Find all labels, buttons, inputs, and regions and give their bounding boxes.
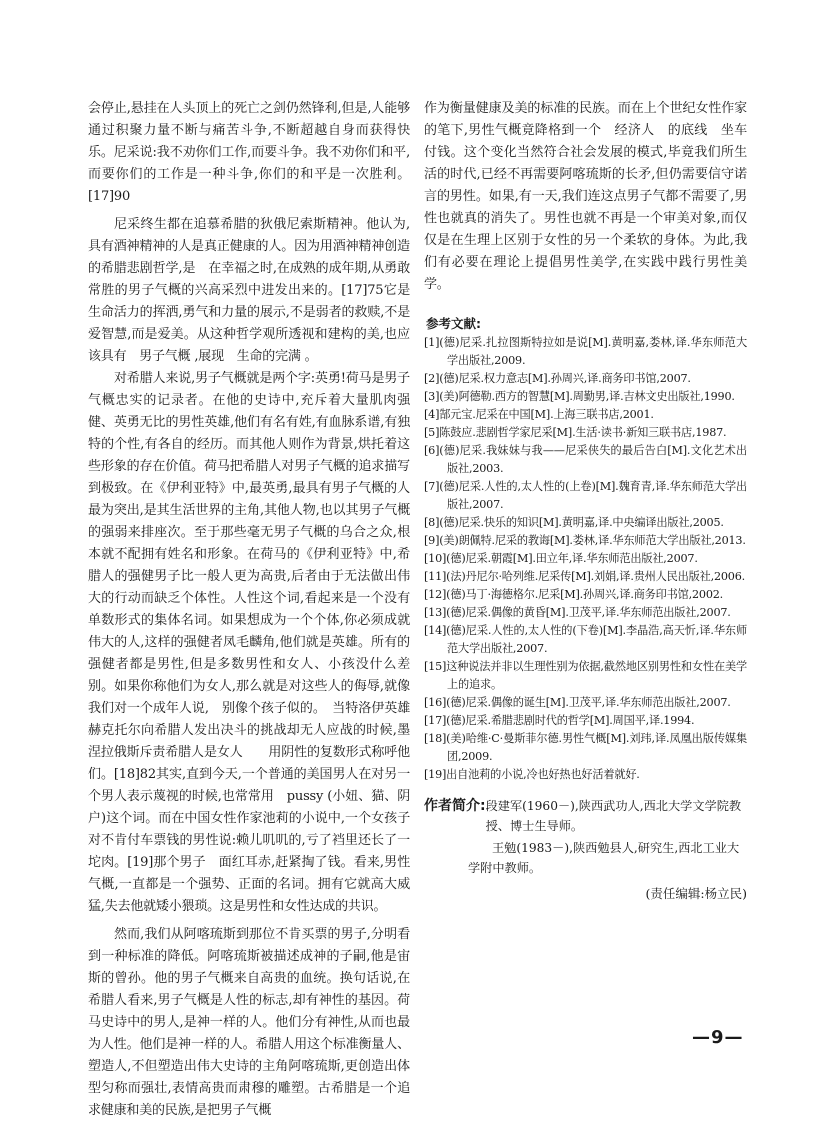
body-paragraph: 会停止,悬挂在人头顶上的死亡之剑仍然锋利,但是,人能够通过积聚力量不断与痛苦斗争,不断超越自身而获得快乐。尼采说:我不劝你们工作,而要斗争。我不劝你们和平,而要你们的工作是一种斗争,你们的和平是一次胜利。[17]90	[88, 101, 410, 204]
body-paragraph: 作为衡量健康及美的标准的民族。而在上个世纪女性作家的笔下,男性气概竟降格到一个 经济人 的底线 坐车付钱。这个变化当然符合社会发展的模式,毕竟我们所生活的时代,已经不再需要阿喀琉斯的长矛,但仍需要信守诺言的男性。如果,有一天,我们连这点男子气都不需要了,男性也就真的消失了。男性也就不再是一个审美对象,而仅仅是在生理上区别于女性的另一个柔软的身体。为此,我们有必要在理论上提倡男性美学,在实践中践行男性美学。	[424, 101, 747, 292]
reference-item: [7](德)尼采.人性的,太人性的(上卷)[M].魏育青,译.华东师范大学出版社,2007.	[424, 480, 747, 511]
references-list	[424, 334, 747, 784]
reference-item: [10](德)尼采.朝霞[M].田立年,译.华东师范出版社,2007.	[424, 552, 698, 565]
page-number: —9—	[692, 1027, 744, 1048]
author-bio-second: 王勉(1983－),陕西勉县人,研究生,西北工业大学附中教师。	[468, 841, 740, 875]
reference-item: [6](德)尼采.我妹妹与我——尼采侠失的最后告白[M].文化艺术出版社,2003.	[424, 444, 747, 475]
reference-item: [17](德)尼采.希腊悲剧时代的哲学[M].周国平,译.1994.	[424, 714, 695, 727]
reference-item: [12](德)马丁·海德格尔.尼采[M].孙周兴,译.商务印书馆,2002.	[424, 588, 724, 601]
reference-item: [19]出自池莉的小说,冷也好热也好活着就好.	[424, 768, 640, 781]
author-bio-label: 作者简介:	[424, 798, 486, 814]
author-bio	[424, 796, 747, 878]
responsible-editor: (责任编辑:杨立民)	[645, 886, 747, 901]
reference-item: [9](美)朗佩特.尼采的教诲[M].娄林,译.华东师范大学出版社,2013.	[424, 534, 746, 547]
reference-item: [1](德)尼采.扎拉图斯特拉如是说[M].黄明嘉,娄林,译.华东师范大学出版社,2009.	[424, 336, 747, 367]
right-column	[424, 98, 747, 902]
reference-item: [16](德)尼采.偶像的诞生[M].卫茂平,译.华东师范出版社,2007.	[424, 696, 731, 709]
reference-item: [14](德)尼采.人性的,太人性的(下卷)[M].李晶浩,高天忻,译.华东师范大学出版社,2007.	[424, 624, 747, 655]
reference-item: [13](德)尼采.偶像的黄昏[M].卫茂平,译.华东师范出版社,2007.	[424, 606, 731, 619]
reference-item: [18](美)哈维·C·曼斯菲尔德.男性气概[M].刘玮,译.凤凰出版传媒集团,2009.	[424, 732, 747, 763]
body-paragraph: 对希腊人来说,男子气概就是两个字:英勇!荷马是男子气概忠实的记录者。在他的史诗中,充斥着大量肌肉强健、英勇无比的男性英雄,他们有名有姓,有血脉系谱,有独特的个性,有各自的经历。而其他人则作为背景,烘托着这些形象的存在价值。荷马把希腊人对男子气概的追求描写到极致。在《伊利亚特》中,最英勇,最具有男子气概的人最为突出,是其生活世界的主角,其他人物,也以其男子气概的强弱来排座次。至于那些毫无男子气概的乌合之众,根本就不配拥有姓名和形象。在荷马的《伊利亚特》中,希腊人的强健男子比一般人更为高贵,后者由于无法做出伟大的行动而缺乏个体性。人性这个词,看起来是一个没有单数形式的集体名词。如果想成为一个个体,你必须成就伟大的人,这样的强健者凤毛麟角,他们就是英雄。所有的强健者都是男性,但是多数男性和女人、小孩没什么差别。如果你称他们为女人,那么就是对这些人的侮辱,就像我们对一个成年人说, 别像个孩子似的。 当特洛伊英雄赫克托尔向希腊人发出决斗的挑战却无人应战的时候,墨涅拉俄斯斥责希腊人是女人 用阴性的复数形式称呼他们。[18]82其实,直到今天,一个普通的美国男人在对另一个男人表示蔑视的时候,也常常用 pussy (小妞、猫、阴户)这个词。而在中国女性作家池莉的小说中,一个女孩子对不肯付车票钱的男性说:赖儿叽叽的,亏了裆里还长了一坨肉。[19]那个男子 面红耳赤,赶紧掏了钱。看来,男性气概,一直都是一个强势、正面的名词。拥有它就高大威猛,失去他就矮小猥琐。这是男性和女性达成的共识。	[88, 371, 410, 914]
body-paragraph: 然而,我们从阿喀琉斯到那位不肯买票的男子,分明看到一种标准的降低。阿喀琉斯被描述成神的子嗣,他是宙斯的曾孙。他的男子气概来自高贵的血统。换句话说,在希腊人看来,男子气概是人性的标志,却有神性的基因。荷马史诗中的男人,是神一样的人。他们分有神性,从而也最为人性。他们是神一样的人。希腊人用这个标准衡量人、塑造人,不但塑造出伟大史诗的主角阿喀琉斯,更创造出体型匀称而强壮,表情高贵而肃穆的雕塑。古希腊是一个追求健康和美的民族,是把男子气概	[88, 927, 410, 1118]
references-heading: 参考文献:	[426, 316, 481, 331]
left-column	[88, 98, 410, 1122]
reference-item: [15]这种说法并非以生理性别为依据,截然地区别男性和女性在美学上的追求。	[424, 660, 747, 691]
reference-item: [4]郜元宝.尼采在中国[M].上海三联书店,2001.	[424, 408, 654, 421]
reference-item: [3](美)阿德勒.西方的智慧[M].周勤男,译.吉林文史出版社,1990.	[424, 390, 735, 403]
body-paragraph: 尼采终生都在追慕希腊的狄俄尼索斯精神。他认为,具有酒神精神的人是真正健康的人。因为用酒神精神创造的希腊悲剧哲学,是 在幸福之时,在成熟的成年期,从勇敢常胜的男子气概的兴高采烈中进发出来的。[17]75它是生命活力的挥洒,勇气和力量的展示,不是弱者的救赎,不是爱智慧,而是爱美。从这种哲学观所透视和建构的美,也应该具有 男子气概 ,展现 生命的完满 。	[88, 217, 410, 364]
reference-item: [2](德)尼采.权力意志[M].孙周兴,译.商务印书馆,2007.	[424, 372, 691, 385]
author-bio-first: 段建军(1960－),陕西武功人,西北大学文学院教授、博士生导师。	[485, 799, 742, 833]
reference-item: [5]陈鼓应.悲剧哲学家尼采[M].生活·读书·新知三联书店,1987.	[424, 426, 727, 439]
reference-item: [11](法)丹尼尔·哈列维.尼采传[M].刘娟,译.贵州人民出版社,2006.	[424, 570, 745, 583]
reference-item: [8](德)尼采.快乐的知识[M].黄明嘉,译.中央编译出版社,2005.	[424, 516, 724, 529]
